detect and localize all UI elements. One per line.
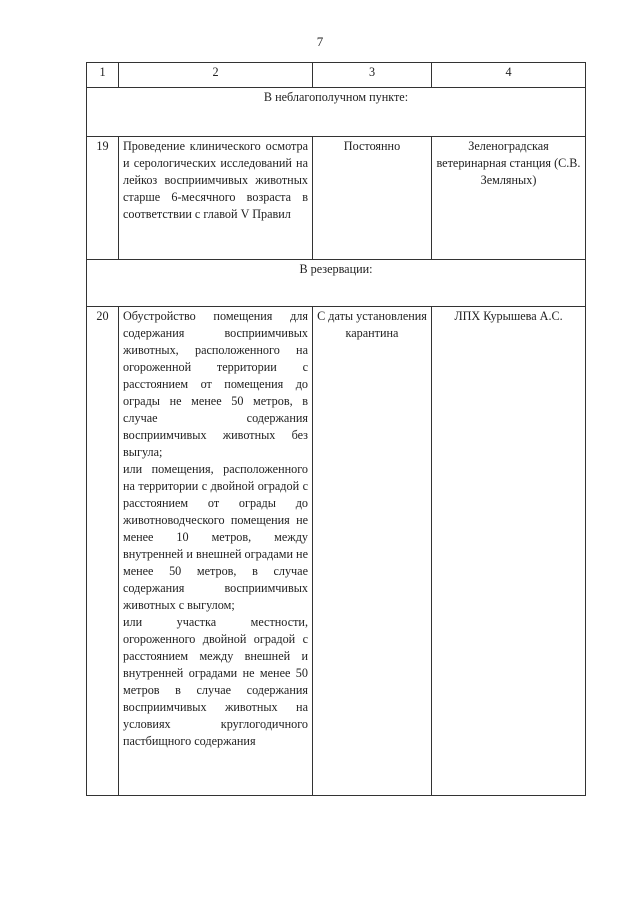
header-col-2: 2: [119, 63, 313, 88]
measure-text: Обустройство помещения для содержания восприимчивых животных, расположенного на огороженной территории с расстоянием от помещения до ограды не менее 50 метров, в случае содержания восприимчивых животных без выгула; или помещения, расположенного на территории с двойной оградой с расстоянием от ограды до животноводческого помещения не менее 10 метров, между внутренней и внешней оградами не менее 50 метров, в случае содержания восприимчивых животных с выгулом; или участка местности, огороженного двойной оградой с расстоянием между внешней и внутренней оградами не менее 50 метров в случае содержания восприимчивых животных на условиях круглогодичного пастбищного содержания: [119, 307, 313, 796]
responsible-text: ЛПХ Курышева А.С.: [432, 307, 586, 796]
section-row-unfavorable: [87, 88, 586, 137]
header-col-4: 4: [432, 63, 586, 88]
header-col-1: 1: [87, 63, 119, 88]
header-col-3: 3: [313, 63, 432, 88]
page-number: 7: [316, 34, 324, 49]
table-row: [87, 307, 586, 796]
term-text: С даты установления карантина: [313, 307, 432, 796]
table-header-row: [87, 63, 586, 88]
responsible-text: Зеленоградская ветеринарная станция (С.В. Земляных): [432, 137, 586, 260]
section-title-unfavorable: В неблагополучном пункте:: [87, 88, 586, 137]
measure-text: Проведение клинического осмотра и серологических исследований на лейкоз восприимчивых животных старше 6-месячного возраста в соответствии с главой V Правил: [119, 137, 313, 260]
section-title-reservation: В резервации:: [87, 260, 586, 307]
table-row: [87, 137, 586, 260]
section-row-reservation: [87, 260, 586, 307]
measures-table: [86, 62, 586, 796]
row-number: 20: [87, 307, 119, 796]
row-number: 19: [87, 137, 119, 260]
term-text: Постоянно: [313, 137, 432, 260]
